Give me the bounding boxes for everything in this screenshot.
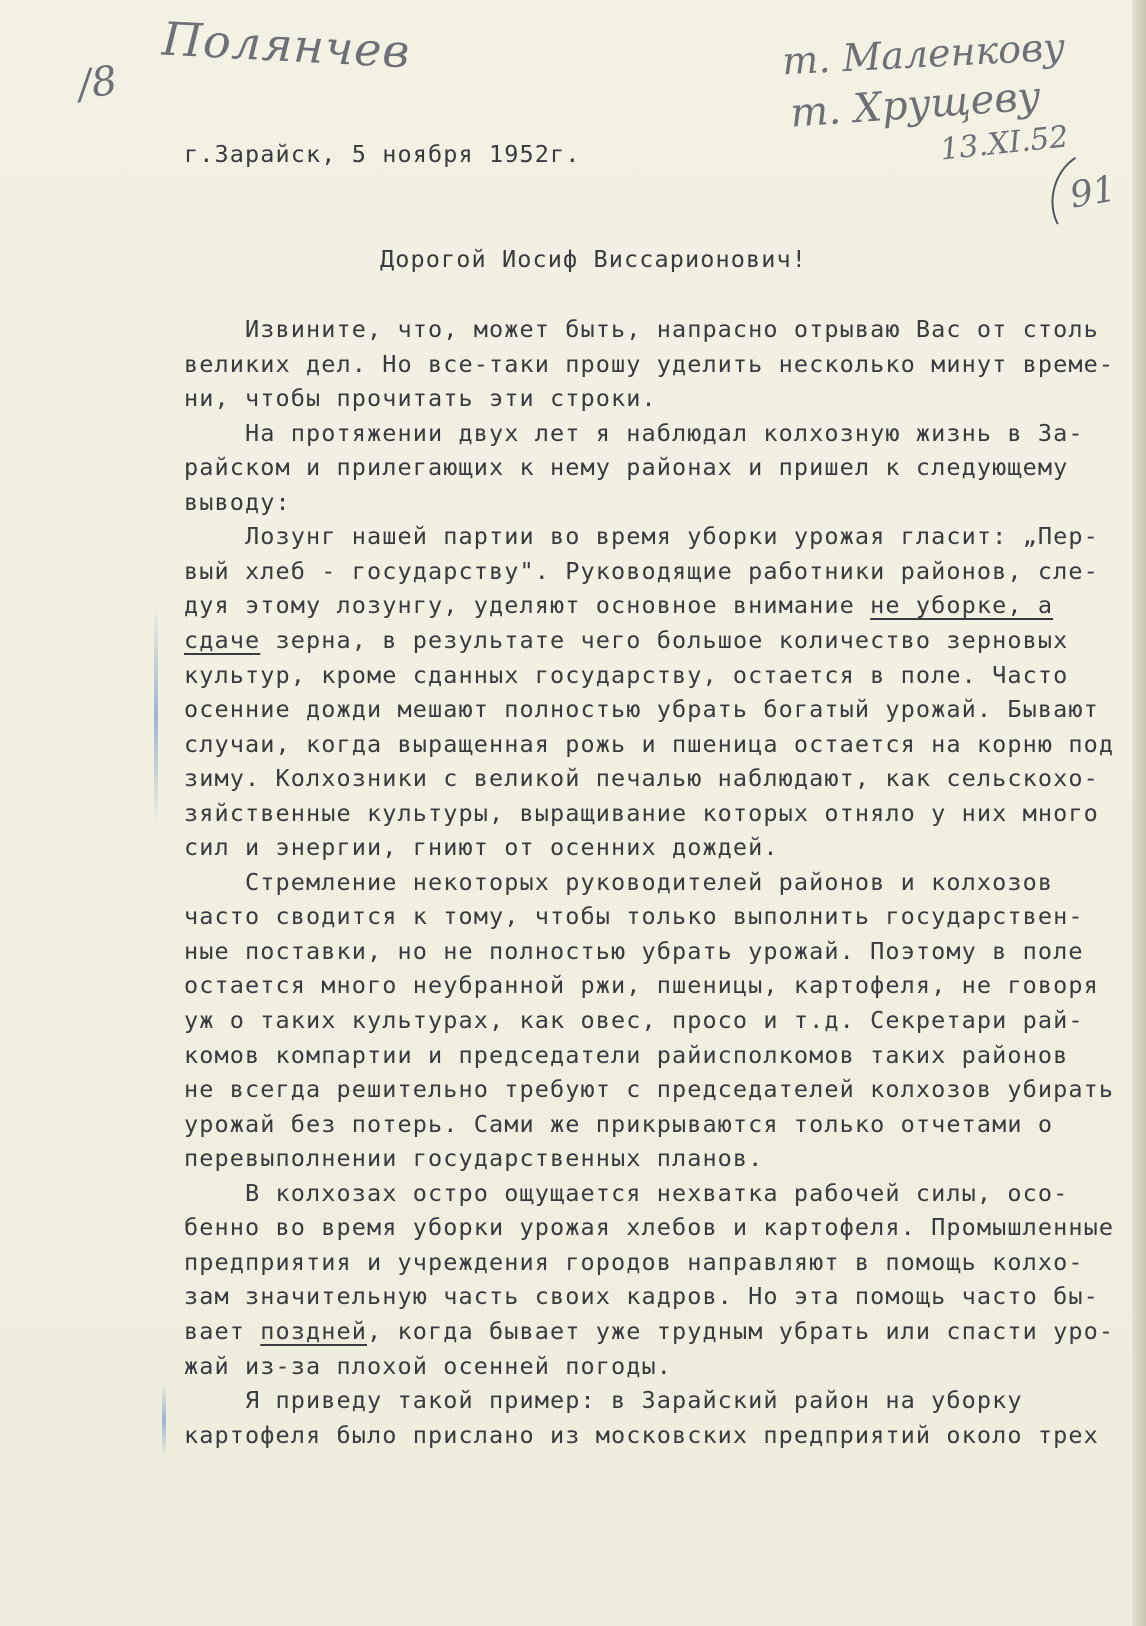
body-line: ные поставки, но не полностью убрать урожай. Поэтому в поле [184, 936, 1084, 965]
body-line: вый хлеб - государству". Руководящие работники районов, сле- [184, 556, 1099, 585]
margin-pencil-mark [162, 1384, 166, 1456]
body-line: урожай без потерь. Сами же прикрываются только отчетами о [184, 1109, 1054, 1138]
handwritten-top-left-mark: /8 [74, 57, 120, 109]
body-line: часто сводится к тому, чтобы только выполнить государствен- [184, 902, 1084, 931]
body-line: Лозунг нашей партии во время уборки урожая гласит: „Пер- [184, 522, 1099, 551]
body-line: райском и прилегающих к нему районах и пришел к следующему [184, 453, 1069, 482]
body-line: В колхозах остро ощущается нехватка рабочей силы, осо- [184, 1178, 1069, 1207]
paper-edge [1132, 0, 1146, 1626]
body-line: зиму. Колхозники с великой печалью наблюдают, как сельскохо- [184, 764, 1099, 793]
body-line: перевыполнении государственных планов. [184, 1144, 764, 1173]
handwritten-date-note: 13.XI.52 [938, 119, 1071, 168]
body-line: уж о таких культурах, как овес, просо и т.д. Секретари рай- [184, 1006, 1084, 1034]
handwritten-folio-number: 91 [1066, 168, 1120, 217]
handwritten-author-name: Полянчев [160, 11, 412, 79]
body-line: На протяжении двух лет я наблюдал колхозную жизнь в За- [184, 418, 1084, 447]
body-line: вает поздней, когда бывает уже трудным убрать или спасти уро- [184, 1316, 1115, 1345]
body-line: дуя этому лозунгу, уделяют основное внимание не уборке, а [184, 591, 1054, 620]
body-line: Извините, что, может быть, напрасно отрываю Вас от столь [184, 315, 1099, 343]
body-line: случаи, когда выращенная рожь и пшеница остается на корню под [184, 729, 1115, 758]
body-line: картофеля было прислано из московских предприятий около трех [184, 1420, 1099, 1449]
handwritten-addressee-2: т. Хрущеву [788, 73, 1043, 137]
body-line: бенно во время уборки урожая хлебов и картофеля. Промышленные [184, 1213, 1115, 1242]
margin-pencil-mark [154, 604, 158, 826]
body-line: выводу: [184, 487, 291, 516]
body-line: великих дел. Но все-таки прошу уделить несколько минут време- [184, 349, 1115, 378]
body-line: ни, чтобы прочитать эти строки. [184, 384, 657, 413]
place-date: г.Зарайск, 5 ноября 1952г. [184, 140, 581, 168]
body-line: сдаче зерна, в результате чего большое количество зерновых [184, 625, 1069, 654]
body-line: комов компартии и председатели райисполкомов таких районов [184, 1040, 1069, 1069]
body-line: Стремление некоторых руководителей районов и колхозов [184, 867, 1054, 896]
body-line: не всегда решительно требуют с председателей колхозов убирать [184, 1075, 1115, 1104]
body-line: сил и энергии, гниют от осенних дождей. [184, 833, 779, 862]
salutation: Дорогой Иосиф Виссарионович! [380, 245, 807, 273]
body-line: жай из-за плохой осенней погоды. [184, 1351, 672, 1380]
body-line: культур, кроме сданных государству, остается в поле. Часто [184, 660, 1069, 689]
handwritten-addressee-1: т. Маленкову [781, 24, 1067, 84]
body-line: остается много неубранной ржи, пшеницы, картофеля, не говоря [184, 971, 1099, 1000]
body-line: зам значительную часть своих кадров. Но эта помощь часто бы- [184, 1282, 1099, 1311]
body-line: осенние дожди мешают полностью убрать богатый урожай. Бывают [184, 695, 1099, 724]
body-line: зяйственные культуры, выращивание которых отняло у них много [184, 798, 1099, 827]
body-line: Я приведу такой пример: в Зарайский район на уборку [184, 1386, 1023, 1415]
body-line: предприятия и учреждения городов направляют в помощь колхо- [184, 1247, 1084, 1276]
